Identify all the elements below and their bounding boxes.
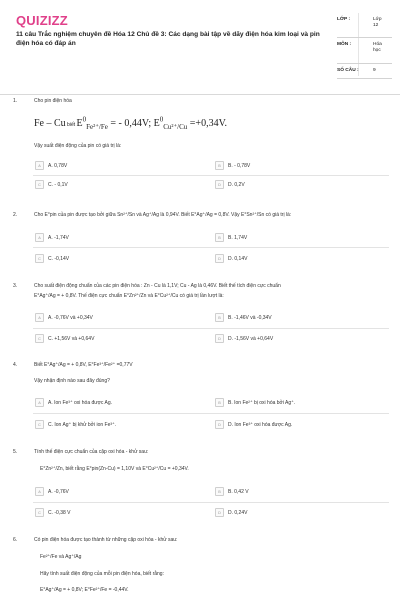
option-divider [33, 413, 389, 414]
option-text: A. -0,76V và +0,34V [48, 314, 93, 321]
subject-value-line1: Hóa [373, 42, 382, 47]
option-a[interactable] [35, 313, 93, 322]
option-divider [33, 247, 389, 248]
option-text: B. - 0,78V [228, 162, 251, 169]
option-letter: C [35, 420, 44, 429]
option-letter: A [35, 233, 44, 242]
question-stem-line2: Fe²⁺/Fe và Ag⁺/Ag [40, 554, 82, 560]
option-text: B. 1,74V [228, 234, 248, 241]
question-count-label: SỐ CÂU : [337, 68, 359, 73]
option-letter: D [215, 254, 224, 263]
option-letter: C [35, 508, 44, 517]
option-b[interactable] [215, 487, 249, 496]
option-letter: D [215, 180, 224, 189]
option-text: A. 0,78V [48, 162, 68, 169]
option-letter: B [215, 487, 224, 496]
option-d[interactable] [215, 254, 247, 263]
option-a[interactable] [35, 487, 69, 496]
question-stem-line1: Cho suất điện động chuẩn của các pin điện hóa : Zn - Cu là 1,1V; Cu - Ag là 0,46V. Biết thế tích điện cực chuẩn [34, 283, 281, 289]
question-stem: Biết E°Ag⁺/Ag = + 0,8V, E°Fe³⁺/Fe²⁺ =0,77V [34, 362, 133, 368]
option-letter: B [215, 313, 224, 322]
class-value-line2: 12 [373, 23, 379, 28]
question-stem-line3: Hãy tính suất điện động của mỗi pin điện hóa, biết rằng: [40, 571, 164, 577]
question-number: 5. [13, 449, 18, 455]
subject-value [373, 42, 382, 54]
option-letter: C [35, 254, 44, 263]
option-text: A. -0,76V [48, 488, 69, 495]
option-d[interactable] [215, 508, 247, 517]
class-value [373, 17, 381, 29]
option-text: C. -0,14V [48, 255, 70, 262]
option-text: C. - 0,1V [48, 181, 68, 188]
formula-fe: Fe [34, 118, 44, 129]
option-d[interactable] [215, 420, 292, 429]
meta-panel [337, 13, 392, 79]
option-text: A. -1,74V [48, 234, 69, 241]
option-text: A. Ion Fe³⁺ oxi hóa được Ag. [48, 399, 113, 406]
option-b[interactable] [215, 161, 250, 170]
option-c[interactable] [35, 180, 68, 189]
option-text: B. -1,46V và -0,34V [228, 314, 272, 321]
option-text: D. Ion Fe³⁺ oxi hóa được Ag. [228, 421, 293, 428]
question-stem: Cho E°pin của pin được tạo bởi giữa Sn²⁺/Sn và Ag⁺/Ag là 0,94V. Biết E°Ag⁺/Ag = 0,8V. Vậy E°Sn²⁺/Sn có giá trị là: [34, 212, 292, 218]
option-divider [33, 502, 389, 503]
option-c[interactable] [35, 508, 71, 517]
question-stem: Tính thế điện cực chuẩn của cặp oxi hóa - khử sau: [34, 449, 149, 455]
formula-eq1: = - 0,44V; [107, 118, 154, 129]
question-count-value: 9 [373, 68, 376, 73]
question-stem-line2: E°Zn²⁺/Zn, biết rằng E°pin(Zn-Cu) = 1,10V và E°Cu²⁺/Cu = +0,34V. [40, 466, 189, 472]
option-letter: A [35, 398, 44, 407]
question-number: 6. [13, 537, 18, 543]
question-stem-line2: E°Ag⁺/Ag = + 0,8V. Thế điện cực chuẩn E°Zn²⁺/Zn và E°Cu²⁺/Cu có giá trị lần lượt là: [34, 293, 224, 299]
class-value-line1: Lớp [373, 17, 382, 22]
formula-biet: biết [65, 122, 77, 128]
option-text: C. -0,38 V [48, 509, 71, 516]
option-text: D. 0,24V [228, 509, 248, 516]
option-a[interactable] [35, 161, 67, 170]
question-stem: Có pin điện hóa được tạo thành từ những cặp oxi hóa - khử sau: [34, 537, 178, 543]
quizizz-logo: QUIZIZZ [16, 13, 68, 28]
option-a[interactable] [35, 398, 112, 407]
option-c[interactable] [35, 254, 69, 263]
question-followup: Vậy suất điện động của pin có giá trị là: [34, 143, 122, 149]
question-stem-line4: E°Ag⁺/Ag = + 0,8V; E°Fe²⁺/Fe = -0,44V. [40, 587, 129, 593]
option-c[interactable] [35, 420, 116, 429]
option-letter: B [215, 233, 224, 242]
header-divider [0, 94, 400, 95]
option-letter: A [35, 313, 44, 322]
option-letter: B [215, 161, 224, 170]
subject-value-line2: học [373, 48, 381, 53]
question-number: 3. [13, 283, 18, 289]
option-text: C. Ion Ag⁺ bị khử bởi ion Fe³⁺. [48, 421, 117, 428]
option-c[interactable] [35, 334, 94, 343]
formula-eq2: =+0,34V. [187, 118, 228, 129]
option-letter: A [35, 487, 44, 496]
option-text: D. 0,2V [228, 181, 245, 188]
option-letter: C [35, 334, 44, 343]
page-title: 11 câu Trắc nghiệm chuyên đề Hóa 12 Chủ đề 3: Các dạng bài tập về dãy điện hóa kim loại và pin điện hóa có đáp án [16, 31, 320, 47]
meta-row-class [337, 13, 392, 38]
option-letter: A [35, 161, 44, 170]
option-letter: B [215, 398, 224, 407]
option-letter: D [215, 508, 224, 517]
option-divider [33, 175, 389, 176]
meta-row-count [337, 64, 392, 79]
option-text: D. 0,14V [228, 255, 248, 262]
class-label: LỚP : [337, 17, 351, 22]
option-text: C. +1,56V và +0,64V [48, 335, 95, 342]
option-a[interactable] [35, 233, 69, 242]
question-stem: Cho pin điện hóa [34, 98, 72, 104]
option-divider [33, 328, 389, 329]
option-d[interactable] [215, 180, 245, 189]
question-number: 2. [13, 212, 18, 218]
option-b[interactable] [215, 233, 247, 242]
option-text: D. -1,56V và +0,64V [228, 335, 274, 342]
formula: Fe – Cu biết $E^0_{Fe^{2+}/Fe}$ = - 0,44V; $E^0_{Cu^{2+}/Cu} =+0,34V$. [34, 115, 228, 131]
subject-label: MÔN : [337, 42, 352, 47]
formula-cu: – Cu [44, 118, 66, 129]
question-number: 4. [13, 362, 18, 368]
option-letter: C [35, 180, 44, 189]
option-letter: D [215, 334, 224, 343]
option-text: B. Ion Fe²⁺ bị oxi hóa bởi Ag⁺. [228, 399, 296, 406]
meta-row-subject [337, 38, 392, 64]
option-text: B. 0,42 V [228, 488, 249, 495]
option-d[interactable] [215, 334, 273, 343]
option-letter: D [215, 420, 224, 429]
question-followup: Vậy nhận định nào sau đây đúng? [34, 378, 110, 384]
question-number: 1. [13, 98, 18, 104]
option-b[interactable] [215, 313, 272, 322]
option-b[interactable] [215, 398, 295, 407]
